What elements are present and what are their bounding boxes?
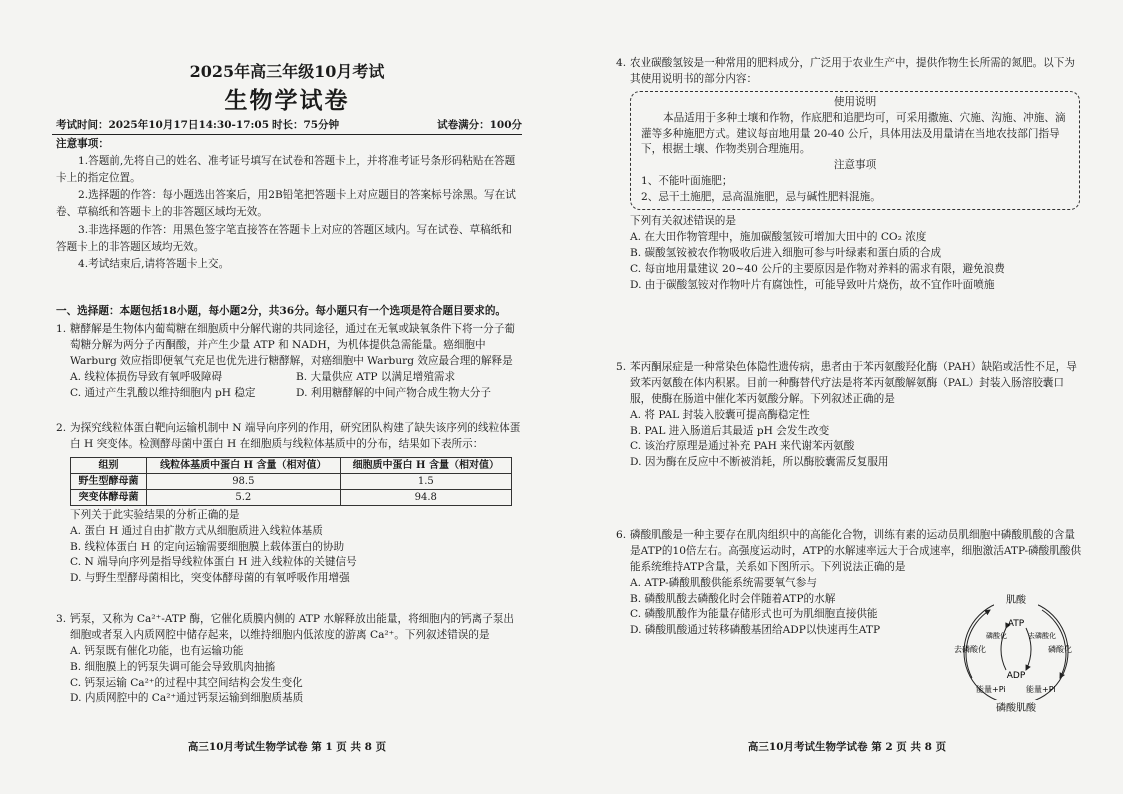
exam-meta: [56, 118, 522, 134]
table-cell: 突变体酵母菌: [71, 489, 147, 505]
question-number: 6.: [616, 529, 627, 541]
label-phosphorylation-outer: 磷酸化: [1048, 645, 1072, 654]
question-5: [616, 360, 1082, 471]
question-number: 3.: [56, 613, 67, 625]
exam-score: 试卷满分：100分: [437, 119, 522, 131]
table-cell: 野生型酵母菌: [71, 473, 147, 489]
option-a: A. 蛋白 H 通过自由扩散方式从细胞质进入线粒体基质: [70, 524, 323, 537]
box-item: 1、不能叶面施肥；: [641, 175, 733, 188]
notes-heading: 注意事项：: [56, 138, 109, 150]
option-d: D. 利用糖酵解的中间产物合成生物大分子: [296, 386, 491, 399]
question-stem: 磷酸肌酸是一种主要存在肌肉组织中的高能化合物，训练有素的运动员肌细胞中磷酸肌酸的含量是ATP的10倍左右。高强度运动时，ATP的水解速率远大于合成速率，细胞激活ATP-磷酸肌酸供能系统维持ATP含量，关系如下图所示。下列说法正确的是: [630, 529, 1082, 573]
note-item: 3.非选择题的作答：用黑色签字笔直接答在答题卡上对应的答题区域内。写在试卷、草稿纸和答题卡上的非答题区域均无效。: [56, 223, 512, 253]
exam-title: 2025年高三年级10月考试: [189, 62, 385, 81]
page-footer: 高三10月考试生物学试卷 第 2 页 共 8 页: [747, 741, 947, 753]
question-stem: 农业碳酸氢铵是一种常用的肥料成分，广泛用于农业生产中，提供作物生长所需的氮肥。以下为其使用说明书的部分内容：: [630, 57, 1075, 85]
table-cell: 5.2: [147, 489, 340, 505]
question-4: [616, 56, 1082, 293]
option-b: B. 碳酸氢铵被农作物吸收后进入细胞可参与叶绿素和蛋白质的合成: [630, 246, 942, 259]
option-c: C. 磷酸肌酸作为能量存储形式也可为肌细胞直接供能: [630, 608, 878, 621]
box-title: 使用说明: [833, 95, 877, 108]
question-3: [56, 612, 522, 707]
question-number: 1.: [56, 323, 67, 335]
box-title-notes: 注意事项: [833, 159, 877, 172]
option-d: D. 内质网腔中的 Ca²⁺通过钙泵运输到细胞质基质: [70, 692, 304, 705]
table-header: 线粒体基质中蛋白 H 含量（相对值）: [147, 457, 340, 473]
option-b: B. 大量供应 ATP 以满足增殖需求: [296, 370, 456, 383]
table-header: 组别: [71, 457, 147, 473]
box-item: 2、忌干土施肥，忌高温施肥，忌与碱性肥料混施。: [641, 191, 881, 204]
label-atp: ATP: [1007, 619, 1025, 629]
outer-arrow-left: [966, 610, 990, 678]
question-1: [56, 322, 522, 401]
question-2: [56, 421, 522, 587]
note-item: 2.选择题的作答：每小题选出答案后，用2B铅笔把答题卡上对应题目的答案标号涂黑。写在试卷、草稿纸和答题卡上的非答题区域均无效。: [56, 189, 516, 219]
option-b: B. 线粒体蛋白 H 的定向运输需要细胞膜上载体蛋白的协助: [70, 540, 345, 553]
option-c: C. 通过产生乳酸以维持细胞内 pH 稳定: [70, 386, 256, 399]
option-a: A. 在大田作物管理中，施加碳酸氢铵可增加大田中的 CO₂ 浓度: [630, 230, 927, 243]
table-cell: 1.5: [340, 473, 511, 489]
option-d: D. 由于碳酸氢铵对作物叶片有腐蚀性，可能导致叶片烧伤，故不宜作叶面喷施: [630, 278, 995, 291]
instruction-box: [630, 91, 1080, 210]
label-creatine: 肌酸: [1006, 595, 1026, 606]
option-b: B. 磷酸肌酸去磷酸化时会伴随着ATP的水解: [630, 592, 836, 605]
question-stem: 苯丙酮尿症是一种常染色体隐性遗传病，患者由于苯丙氨酸羟化酶（PAH）缺陷或活性不足，导致苯丙氨酸在体内积累。目前一种酶替代疗法是将苯丙氨酸解氨酶（PAL）封装入肠溶胶囊口服，使酶在肠道中催化苯丙氨酸分解。下列叙述正确的是: [630, 361, 1077, 405]
option-c: C. 每亩地用量建议 20~40 公斤的主要原因是作物对养料的需求有限，避免浪费: [630, 262, 1005, 275]
label-phosphorylation-inner: 磷酸化: [986, 632, 1007, 640]
question-ask: 下列关于此实验结果的分析正确的是: [70, 508, 240, 521]
question-stem: 糖酵解是生物体内葡萄糖在细胞质中分解代谢的共同途径，通过在无氧或缺氧条件下将一分子葡萄糖分解为两分子丙酮酸，并产生少量 ATP 和 NADH，为机体提供急需能量。癌细胞中 Warburg 效应指即便氧气充足也优先进行糖酵解，对癌细胞中 Warburg 效应最合理的解释是: [70, 323, 515, 367]
atp-creatine-cycle-diagram: [952, 588, 1080, 716]
header-rule: [52, 134, 522, 135]
option-b: B. 细胞膜上的钙泵失调可能会导致肌肉抽搐: [70, 660, 276, 673]
page-footer: 高三10月考试生物学试卷 第 1 页 共 8 页: [187, 741, 387, 753]
option-d: D. 与野生型酵母菌相比，突变体酵母菌的有氧呼吸作用增强: [70, 572, 350, 585]
label-phosphocreatine: 磷酸肌酸: [996, 703, 1036, 714]
table-cell: 98.5: [147, 473, 340, 489]
option-a: A. 钙泵既有催化功能，也有运输功能: [70, 644, 244, 657]
option-a: A. 线粒体损伤导致有氧呼吸障碍: [70, 370, 223, 383]
table-header: 细胞质中蛋白 H 含量（相对值）: [340, 457, 511, 473]
option-c: C. 该治疗原理是通过补充 PAH 来代谢苯丙氨酸: [630, 440, 855, 453]
question-ask: 下列有关叙述错误的是: [630, 215, 736, 228]
question-number: 4.: [616, 57, 627, 69]
option-b: B. PAL 进入肠道后其最适 pH 会发生改变: [630, 424, 830, 437]
label-energy-left: 能量+Pi: [976, 685, 1006, 694]
label-adp: ADP: [1006, 671, 1026, 681]
label-dephosphorylation-inner: 去磷酸化: [1028, 632, 1056, 640]
outer-arrow-right: [1042, 610, 1066, 678]
table-cell: 94.8: [340, 489, 511, 505]
option-c: C. 钙泵运输 Ca²⁺的过程中其空间结构会发生变化: [70, 676, 303, 689]
exam-duration: 时长：75分钟: [272, 119, 340, 131]
note-item: 4.考试结束后,请将答题卡上交。: [78, 257, 230, 270]
note-item: 1.答题前,先将自己的姓名、准考证号填写在试卷和答题卡上，并将准考证号条形码粘贴在答题卡上的指定位置。: [56, 154, 516, 185]
results-table: [70, 457, 512, 506]
box-text: 本品适用于多种土壤和作物，作底肥和追肥均可，可采用撒施、穴施、沟施、冲施、滴灌等多种施肥方式。建议每亩地用量 20-40 公斤，具体用法及用量请在当地农技部门指导下，根据土壤、作物类别合理施用。: [641, 111, 1066, 156]
question-number: 5.: [616, 361, 627, 373]
subject-title: 生物学试卷: [224, 87, 350, 114]
exam-time: 考试时间：2025年10月17日14:30-17:05: [56, 119, 270, 131]
label-energy-right: 能量+Pi: [1026, 685, 1056, 694]
label-dephosphorylation-outer: 去磷酸化: [954, 645, 986, 654]
page-2: [612, 0, 1082, 794]
table-row: [71, 489, 512, 505]
option-a: A. ATP-磷酸肌酸供能系统需要氧气参与: [630, 576, 817, 589]
table-row: [71, 473, 512, 489]
question-stem: 钙泵，又称为 Ca²⁺-ATP 酶，它催化质膜内侧的 ATP 水解释放出能量，将细胞内的钙离子泵出细胞或者泵入内质网腔中储存起来，以维持细胞内低浓度的游离 Ca²⁺。下列叙述错误的是: [70, 613, 515, 641]
option-d: D. 磷酸肌酸通过转移磷酸基团给ADP以快速再生ATP: [630, 624, 881, 637]
option-d: D. 因为酶在反应中不断被消耗，所以酶胶囊需反复服用: [630, 456, 889, 469]
section-heading: 一、选择题：本题包括18小题，每小题2分，共36分。每小题只有一个选项是符合题目要求的。: [56, 305, 507, 317]
question-stem: 为探究线粒体蛋白靶向运输机制中 N 端导向序列的作用，研究团队构建了缺失该序列的线粒体蛋白 H 突变体。检测酵母菌中蛋白 H 在细胞质与线粒体基质中的分布，结果如下表所示：: [70, 422, 521, 450]
notes: [56, 137, 522, 273]
option-a: A. 将 PAL 封装入胶囊可提高酶稳定性: [630, 408, 810, 421]
page-1: [52, 0, 522, 794]
question-number: 2.: [56, 422, 67, 434]
option-c: C. N 端导向序列是指导线粒体蛋白 H 进入线粒体的关键信号: [70, 556, 357, 569]
